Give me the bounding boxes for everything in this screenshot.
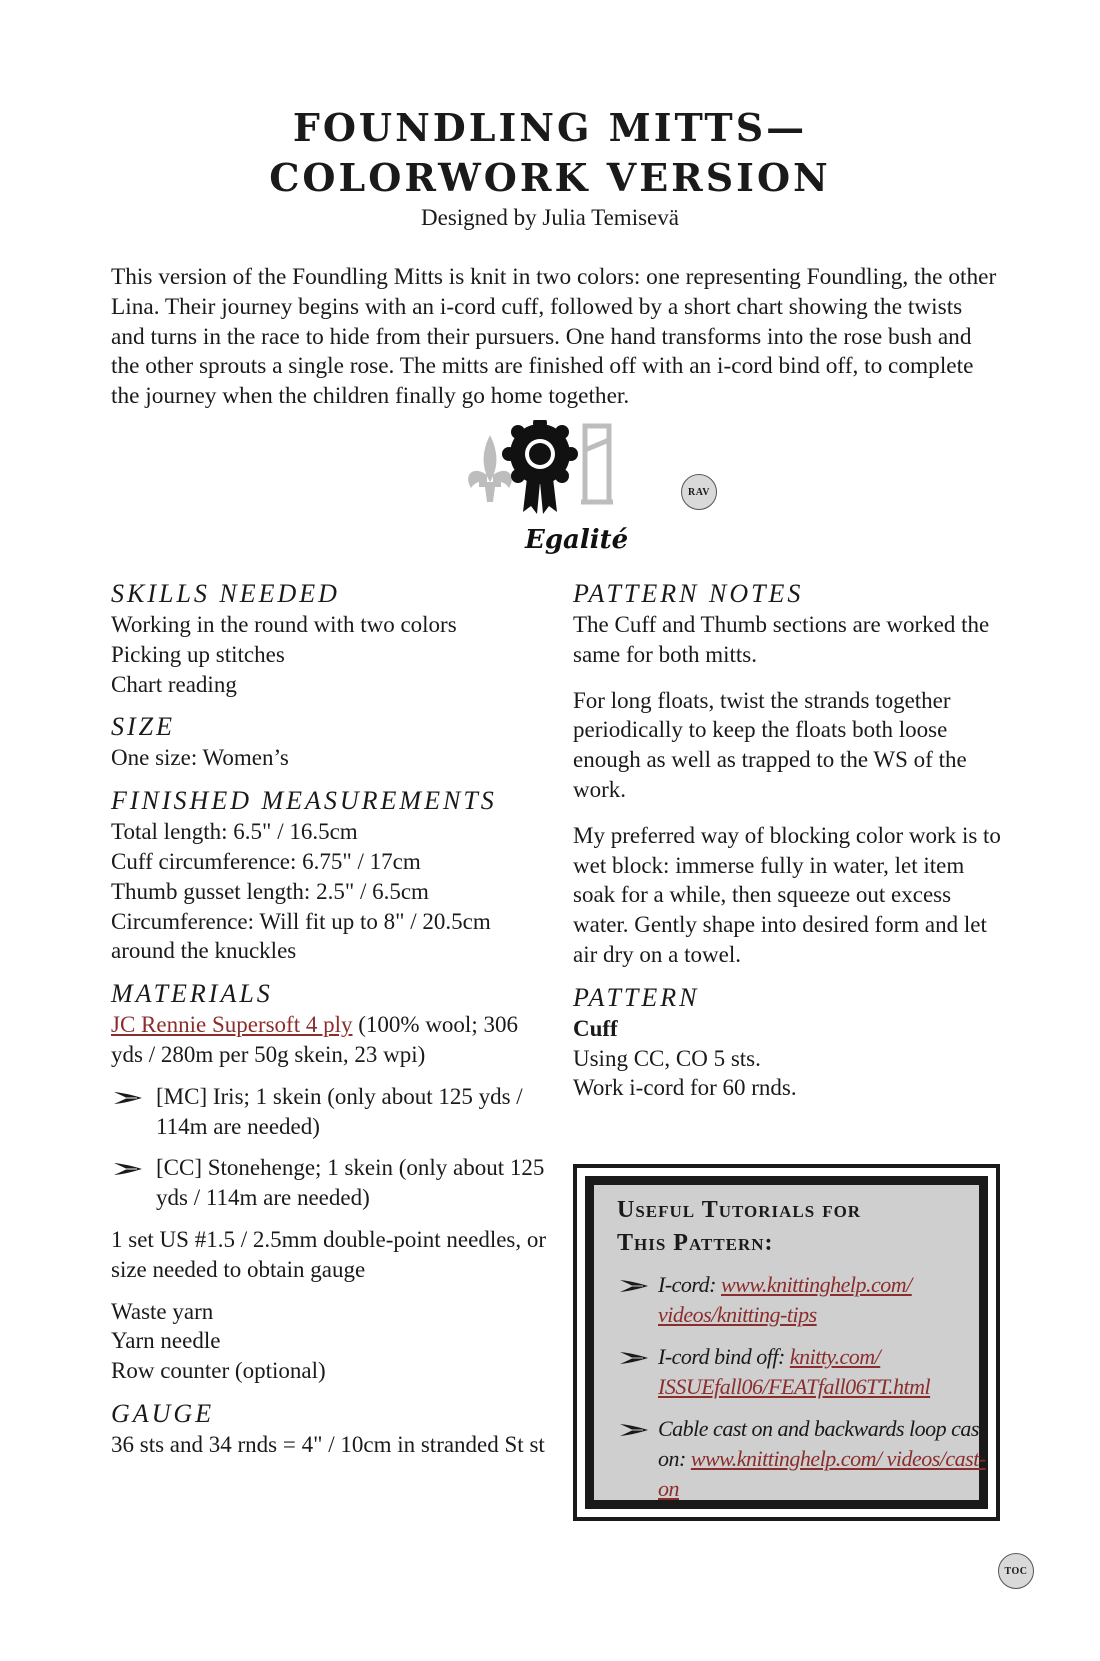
cuff-subheading: Cuff (573, 1015, 618, 1041)
feather-bullet-icon (619, 1423, 649, 1437)
note-paragraph: For long floats, twist the strands together periodically to keep the floats both loose enough as well as trapped to the WS of the work. (573, 687, 967, 802)
measurement-item: Total length: 6.5" / 16.5cm (111, 819, 358, 845)
tutorial-link-bindoff[interactable]: knitty.com/ ISSUEfall06/FEATfall06TT.html (658, 1344, 931, 1399)
feather-bullet-icon (113, 1162, 143, 1176)
egalite-logo (465, 420, 675, 560)
cc-yarn-text: [CC] Stonehenge; 1 skein (only about 125 yds / 114m are needed) (156, 1155, 545, 1211)
feather-bullet-icon (619, 1279, 649, 1293)
tutorial-label: I-cord bind off: (658, 1344, 790, 1369)
gauge-text: 36 sts and 34 rnds = 4" / 10cm in stranded St st (111, 1431, 545, 1457)
pattern-line: Using CC, CO 5 sts. (573, 1045, 761, 1071)
feather-bullet-icon (619, 1351, 649, 1365)
tutorial-label: I-cord: (658, 1272, 721, 1297)
measurement-item: Thumb gusset length: 2.5" / 6.5cm (111, 878, 429, 904)
mc-yarn-item (111, 1082, 551, 1142)
tutorial-item (617, 1342, 987, 1402)
size-text: One size: Women’s (111, 745, 289, 771)
rosette-icon (502, 420, 578, 514)
notes-heading: PATTERN NOTES (573, 579, 804, 608)
title-line-1: FOUNDLING MITTS— (292, 105, 808, 150)
tutorials-content (617, 1194, 987, 1516)
tutorial-item (617, 1270, 987, 1330)
tutorial-link-icord[interactable]: www.knittinghelp.com/ videos/knitting-tips (658, 1272, 912, 1327)
note-paragraph: The Cuff and Thumb sections are worked the same for both mitts. (573, 612, 990, 667)
tutorial-label: Cable cast on and backwards loop cast on: (658, 1416, 985, 1471)
notion-item: Yarn needle (111, 1328, 221, 1354)
pattern-heading: PATTERN (573, 982, 700, 1012)
measurement-item: Circumference: Will fit up to 8" / 20.5cm around the knuckles (111, 908, 491, 964)
measurements-heading: FINISHED MEASUREMENTS (111, 786, 497, 816)
mc-yarn-text: [MC] Iris; 1 skein (only about 125 yds / 114m are needed) (156, 1083, 523, 1139)
note-paragraph: My preferred way of blocking color work is to wet block: immerse fully in water, let item soak for a while, then squeeze out excess water. Gently shape into desired form and let air dry on a towel. (573, 822, 1001, 967)
tutorial-link-caston[interactable]: www.knittinghelp.com/ videos/cast-on (658, 1446, 986, 1501)
intro-paragraph: This version of the Foundling Mitts is knit in two colors: one representing Foundling, the other Lina. Their journey begins with an i-cord cuff, followed by a short chart showing the twists and turns in the race to hide from their pursuers. One hand transforms into the rose bush and the other sprouts a single rose. The mitts are finished off with an i-cord bind off, to complete the journey when the children finally go home together. (111, 264, 997, 410)
yarn-info (111, 1010, 551, 1070)
needles-text: 1 set US #1.5 / 2.5mm double-point needles, or size needed to obtain gauge (111, 1226, 547, 1282)
skill-item: Picking up stitches (111, 641, 285, 667)
yarn-details: (100% wool; 306 yds / 280m per 50g skein, 23 wpi) (111, 1012, 518, 1067)
cc-yarn-item (111, 1153, 551, 1213)
skill-item: Chart reading (111, 671, 237, 697)
notion-item: Row counter (optional) (111, 1358, 326, 1384)
size-heading: SIZE (111, 712, 175, 742)
tutorials-title-line-2: This Pattern: (617, 1230, 774, 1256)
measurement-item: Cuff circumference: 6.75" / 17cm (111, 848, 421, 874)
toc-button[interactable]: TOC (998, 1553, 1034, 1589)
tutorials-title-line-1: Useful Tutorials for (617, 1197, 862, 1223)
title-line-2: COLORWORK VERSION (269, 155, 831, 200)
skills-heading: SKILLS NEEDED (111, 579, 340, 608)
logo-text: Egalité (525, 525, 629, 555)
ravelry-button[interactable]: RAV (681, 474, 717, 510)
gauge-heading: GAUGE (111, 1398, 215, 1428)
notion-item: Waste yarn (111, 1298, 214, 1324)
yarn-link[interactable]: JC Rennie Supersoft 4 ply (111, 1012, 353, 1038)
page-title (0, 103, 1100, 203)
materials-heading: MATERIALS (111, 979, 273, 1009)
fleur-de-lis-icon (468, 435, 512, 502)
tutorial-item (617, 1414, 987, 1504)
skill-item: Working in the round with two colors (111, 612, 457, 637)
byline: Designed by Julia Temisevä (421, 205, 679, 230)
left-column (111, 578, 551, 1460)
tutorials-title (617, 1194, 987, 1260)
pattern-line: Work i-cord for 60 rnds. (573, 1075, 797, 1101)
right-column (573, 578, 1003, 1103)
guillotine-icon (581, 426, 613, 502)
feather-bullet-icon (113, 1091, 143, 1105)
